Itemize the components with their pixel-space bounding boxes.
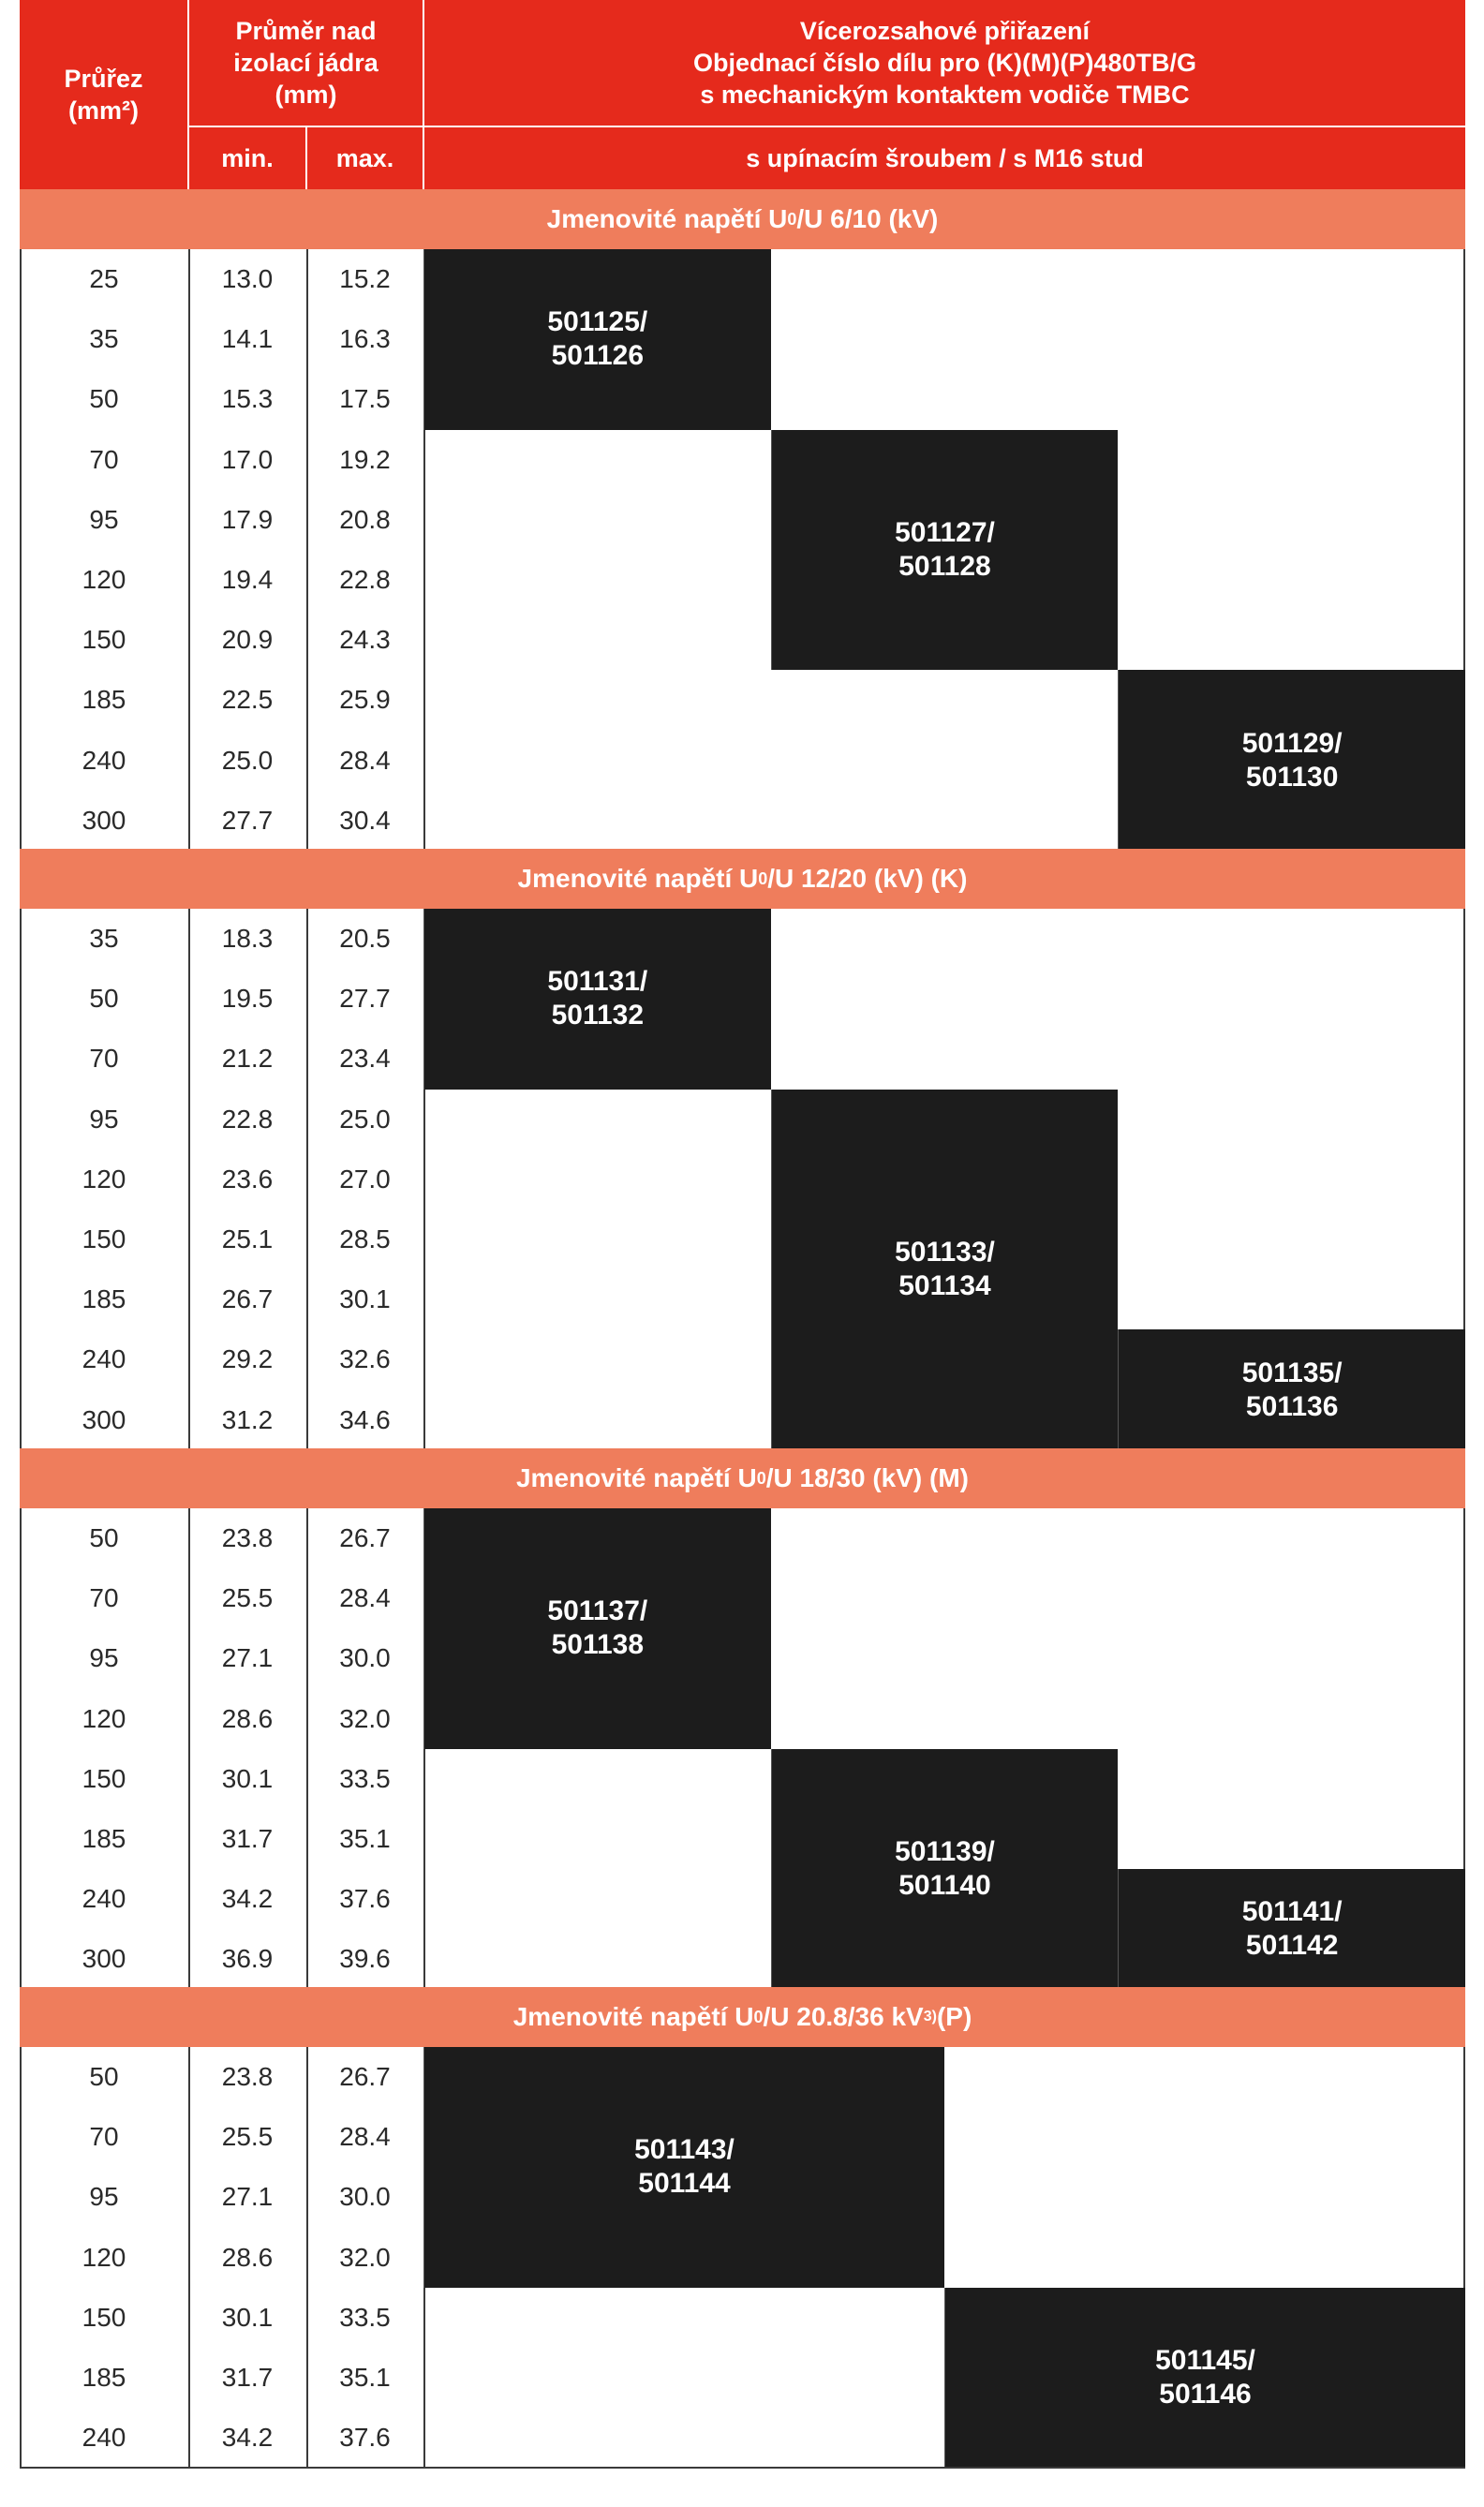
max-diameter-cell: 35.1	[339, 1824, 391, 1854]
cross-section-cell: 300	[82, 1404, 126, 1434]
min-diameter-cell: 23.8	[221, 2062, 274, 2092]
cross-section-cell: 150	[82, 1763, 126, 1793]
max-diameter-cell: 27.7	[339, 984, 391, 1014]
cross-section-cell: 240	[82, 1344, 126, 1374]
min-diameter-cell: 34.2	[221, 1884, 274, 1914]
min-diameter-cell: 27.7	[221, 805, 274, 835]
cross-section-cell: 300	[82, 1944, 126, 1974]
max-diameter-cell: 19.2	[339, 444, 391, 474]
max-diameter-cell: 17.5	[339, 384, 391, 414]
cross-section-cell: 185	[82, 2363, 126, 2393]
min-diameter-cell: 20.9	[221, 625, 274, 655]
cross-section-cell: 25	[89, 264, 119, 294]
min-diameter-cell: 30.1	[221, 2302, 274, 2332]
max-diameter-cell: 37.6	[339, 1884, 391, 1914]
voltage-band-value: /U 6/10 (kV)	[796, 204, 939, 233]
min-diameter-cell: 36.9	[221, 1944, 274, 1974]
cross-section-cell: 185	[82, 1824, 126, 1854]
max-diameter-cell: 37.6	[339, 2423, 391, 2453]
cross-section-cell: 120	[82, 2242, 126, 2272]
block-divider	[771, 430, 772, 671]
part-number-line: 501128	[898, 550, 991, 582]
header-max-label: max.	[335, 144, 394, 172]
part-number-line: 501137/	[547, 1595, 648, 1627]
block-divider	[1118, 1869, 1119, 1989]
part-number-line: 501130	[1245, 761, 1339, 793]
cross-section-cell: 95	[89, 2182, 119, 2212]
header-assignment-line2: Objednací číslo dílu pro (K)(M)(P)480TB/G	[692, 49, 1197, 77]
part-number-line: 501141/	[1241, 1896, 1343, 1928]
max-diameter-cell: 28.4	[339, 2122, 391, 2152]
max-diameter-cell: 28.4	[339, 1583, 391, 1613]
min-diameter-cell: 14.1	[221, 324, 274, 354]
voltage-band-value: /U 12/20 (kV) (K)	[767, 864, 968, 893]
header-diameter-line1: Průměr nad	[235, 17, 377, 45]
block-divider	[771, 1090, 772, 1450]
cross-section-cell: 70	[89, 1583, 119, 1613]
min-diameter-cell: 28.6	[221, 1703, 274, 1733]
min-diameter-cell: 31.7	[221, 1824, 274, 1854]
header-cross-section-line2: (mm²)	[67, 96, 139, 125]
cross-section-cell: 50	[89, 2062, 119, 2092]
part-number-block	[1119, 670, 1465, 851]
part-number-line: 501134	[898, 1270, 991, 1302]
cross-section-cell: 95	[89, 1643, 119, 1673]
grid-line-horizontal	[20, 2467, 1465, 2469]
max-diameter-cell: 20.8	[339, 504, 391, 534]
max-diameter-cell: 16.3	[339, 324, 391, 354]
max-diameter-cell: 26.7	[339, 2062, 391, 2092]
part-number-line: 501138	[551, 1629, 645, 1661]
grid-line-vertical	[306, 249, 308, 851]
voltage-band-subscript: 0	[787, 209, 797, 229]
grid-line-vertical	[188, 249, 190, 851]
voltage-band	[20, 1448, 1465, 1508]
grid-line-vertical	[188, 909, 190, 1450]
grid-line-vertical	[20, 909, 22, 1450]
cross-section-cell: 150	[82, 625, 126, 655]
part-number-block	[424, 2047, 944, 2288]
max-diameter-cell: 30.4	[339, 805, 391, 835]
voltage-band-suffix: (P)	[936, 2002, 972, 2031]
max-diameter-cell: 35.1	[339, 2363, 391, 2393]
header-diameter-line3: (mm)	[275, 81, 337, 109]
cross-section-cell: 70	[89, 2122, 119, 2152]
part-number-line: 501125/	[547, 306, 648, 338]
part-number-line: 501126	[551, 340, 645, 372]
part-number-line: 501135/	[1241, 1357, 1343, 1388]
block-divider	[423, 909, 424, 1090]
cross-section-cell: 70	[89, 444, 119, 474]
max-diameter-cell: 39.6	[339, 1944, 391, 1974]
cross-section-cell: 35	[89, 924, 119, 954]
part-number-block	[772, 1749, 1119, 1990]
min-diameter-cell: 18.3	[221, 924, 274, 954]
block-divider	[423, 249, 424, 430]
max-diameter-cell: 20.5	[339, 924, 391, 954]
min-diameter-cell: 31.7	[221, 2363, 274, 2393]
min-diameter-cell: 22.8	[221, 1104, 274, 1134]
voltage-band-subscript: 0	[756, 1468, 766, 1488]
header-stud-type	[424, 127, 1465, 189]
block-divider	[771, 1749, 772, 1990]
voltage-band-subscript: 0	[753, 2007, 764, 2026]
header-min	[189, 127, 305, 189]
block-divider	[423, 1508, 424, 1749]
max-diameter-cell: 25.0	[339, 1104, 391, 1134]
min-diameter-cell: 23.6	[221, 1164, 274, 1194]
cross-section-cell: 50	[89, 984, 119, 1014]
part-number-block	[772, 1090, 1119, 1450]
part-number-block	[772, 430, 1119, 671]
min-diameter-cell: 28.6	[221, 2242, 274, 2272]
part-number-line: 501144	[638, 2168, 731, 2200]
min-diameter-cell: 25.5	[221, 1583, 274, 1613]
header-diameter-line2: izolací jádra	[233, 49, 378, 77]
part-number-line: 501139/	[895, 1836, 995, 1868]
cross-section-cell: 185	[82, 1284, 126, 1314]
min-diameter-cell: 27.1	[221, 1643, 274, 1673]
grid-line-vertical	[20, 1508, 22, 1990]
voltage-band-label: Jmenovité napětí U	[512, 2002, 754, 2031]
part-number-block	[424, 909, 771, 1090]
part-number-line: 501140	[898, 1870, 991, 1902]
voltage-band	[20, 849, 1465, 909]
header-assignment-line3: s mechanickým kontaktem vodiče TMBC	[700, 81, 1190, 109]
grid-line-vertical	[188, 1508, 190, 1990]
min-diameter-cell: 27.1	[221, 2182, 274, 2212]
cross-section-cell: 95	[89, 1104, 119, 1134]
max-diameter-cell: 26.7	[339, 1523, 391, 1553]
cross-section-cell: 240	[82, 2423, 126, 2453]
max-diameter-cell: 15.2	[339, 264, 391, 294]
min-diameter-cell: 25.5	[221, 2122, 274, 2152]
part-number-block	[1119, 1869, 1465, 1989]
min-diameter-cell: 13.0	[221, 264, 274, 294]
voltage-band-value: /U 18/30 (kV) (M)	[765, 1463, 970, 1492]
cross-section-cell: 300	[82, 805, 126, 835]
part-number-line: 501143/	[634, 2134, 735, 2166]
min-diameter-cell: 19.4	[221, 565, 274, 595]
cross-section-cell: 50	[89, 384, 119, 414]
cross-section-cell: 185	[82, 685, 126, 715]
block-divider	[1118, 1329, 1119, 1449]
header-assignment-line1: Vícerozsahové přiřazení	[799, 17, 1091, 45]
block-divider	[944, 2288, 945, 2469]
max-diameter-cell: 34.6	[339, 1404, 391, 1434]
part-number-line: 501133/	[895, 1237, 995, 1268]
min-diameter-cell: 30.1	[221, 1763, 274, 1793]
min-diameter-cell: 34.2	[221, 2423, 274, 2453]
cross-section-cell: 240	[82, 1884, 126, 1914]
part-number-line: 501127/	[895, 516, 995, 548]
voltage-band-footnote: 3)	[923, 2009, 937, 2025]
part-number-block	[1119, 1329, 1465, 1449]
part-number-line: 501145/	[1155, 2345, 1255, 2377]
voltage-band-value: /U 20.8/36 kV	[763, 2002, 924, 2031]
min-diameter-cell: 17.0	[221, 444, 274, 474]
part-number-line: 501142	[1245, 1930, 1339, 1962]
min-diameter-cell: 15.3	[221, 384, 274, 414]
part-number-block	[424, 1508, 771, 1749]
grid-line-vertical	[20, 249, 22, 851]
voltage-band	[20, 1987, 1465, 2047]
max-diameter-cell: 32.0	[339, 2242, 391, 2272]
min-diameter-cell: 23.8	[221, 1523, 274, 1553]
cross-section-cell: 35	[89, 324, 119, 354]
cross-section-cell: 120	[82, 1164, 126, 1194]
max-diameter-cell: 33.5	[339, 2302, 391, 2332]
cross-section-cell: 240	[82, 745, 126, 775]
max-diameter-cell: 30.0	[339, 2182, 391, 2212]
max-diameter-cell: 28.4	[339, 745, 391, 775]
header-col-cross-section	[20, 0, 187, 189]
header-col-diameter	[189, 0, 423, 126]
block-divider	[1118, 670, 1119, 851]
block-divider	[423, 2047, 424, 2288]
part-number-block	[424, 249, 771, 430]
max-diameter-cell: 23.4	[339, 1044, 391, 1074]
cross-section-cell: 50	[89, 1523, 119, 1553]
max-diameter-cell: 30.1	[339, 1284, 391, 1314]
max-diameter-cell: 25.9	[339, 685, 391, 715]
grid-line-vertical	[306, 2047, 308, 2468]
voltage-band-label: Jmenovité napětí U	[546, 204, 788, 233]
part-number-line: 501136	[1245, 1390, 1339, 1422]
cross-section-cell: 120	[82, 565, 126, 595]
compatibility-table	[20, 0, 1465, 2482]
voltage-band-subscript: 0	[758, 868, 768, 888]
max-diameter-cell: 22.8	[339, 565, 391, 595]
part-number-line: 501129/	[1241, 727, 1343, 759]
part-number-line: 501146	[1159, 2379, 1252, 2411]
header-col-assignment	[424, 0, 1465, 126]
part-number-line: 501131/	[547, 966, 648, 998]
voltage-band-label: Jmenovité napětí U	[515, 1463, 757, 1492]
grid-line-vertical	[188, 2047, 190, 2468]
voltage-band	[20, 189, 1465, 249]
grid-line-vertical	[306, 909, 308, 1450]
grid-line-vertical	[306, 1508, 308, 1990]
min-diameter-cell: 19.5	[221, 984, 274, 1014]
header-cross-section-line1: Průřez	[64, 65, 143, 93]
min-diameter-cell: 26.7	[221, 1284, 274, 1314]
min-diameter-cell: 25.0	[221, 745, 274, 775]
min-diameter-cell: 21.2	[221, 1044, 274, 1074]
cross-section-cell: 95	[89, 504, 119, 534]
max-diameter-cell: 33.5	[339, 1763, 391, 1793]
header-stud-type-label: s upínacím šroubem / s M16 stud	[746, 144, 1144, 172]
max-diameter-cell: 32.6	[339, 1344, 391, 1374]
cross-section-cell: 150	[82, 1224, 126, 1254]
max-diameter-cell: 24.3	[339, 625, 391, 655]
cross-section-cell: 120	[82, 1703, 126, 1733]
max-diameter-cell: 32.0	[339, 1703, 391, 1733]
voltage-band-label: Jmenovité napětí U	[517, 864, 759, 893]
min-diameter-cell: 29.2	[221, 1344, 274, 1374]
min-diameter-cell: 31.2	[221, 1404, 274, 1434]
min-diameter-cell: 25.1	[221, 1224, 274, 1254]
header-max	[307, 127, 423, 189]
max-diameter-cell: 28.5	[339, 1224, 391, 1254]
header-min-label: min.	[221, 144, 274, 172]
max-diameter-cell: 30.0	[339, 1643, 391, 1673]
cross-section-cell: 150	[82, 2302, 126, 2332]
min-diameter-cell: 22.5	[221, 685, 274, 715]
part-number-line: 501132	[551, 1000, 645, 1031]
cross-section-cell: 70	[89, 1044, 119, 1074]
grid-line-vertical	[20, 2047, 22, 2468]
max-diameter-cell: 27.0	[339, 1164, 391, 1194]
min-diameter-cell: 17.9	[221, 504, 274, 534]
part-number-block	[945, 2288, 1465, 2469]
